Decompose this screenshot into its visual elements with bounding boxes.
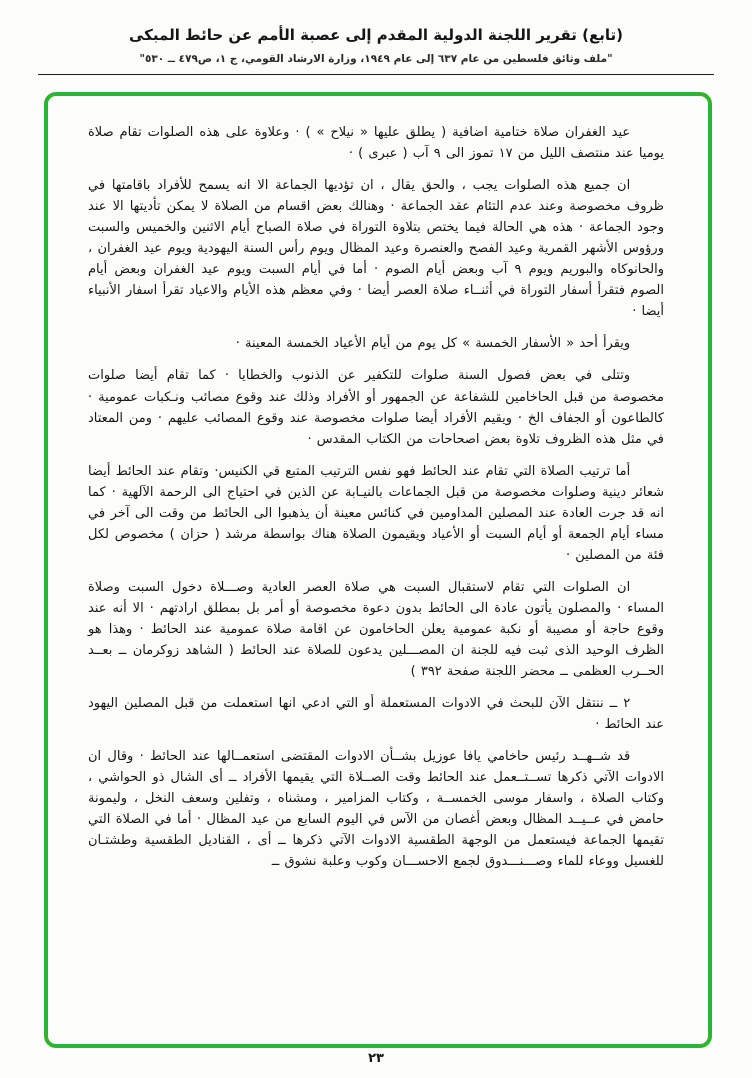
- paragraph: أما ترتيب الصلاة التي تقام عند الحائط فهو نفس الترتيب المتبع قي الكنيس· وتقام عند الحائط أيضا شعائر دينية وصلوات مخصوصة من قبل الجماعات بالنيـابة عن الذين في احتياج الى الرحمة الآلهية · كما انه قد جرت العادة عند المصلين المداومين في كنائس معينة أن يذهبوا الى الحائط من وقت الى آخر في مساء أيام الجمعة أو أيام السبت أو الأعياد ويقيمون الصلاة هناك بواسطة مرشد ( حزان ) مخصوص لكل فئة من المصلين ·: [88, 463, 664, 563]
- document-source-line: "ملف وثائق فلسطين من عام ٦٣٧ إلى عام ١٩٤٩، وزارة الارشاد القومي، ج ١، ص٤٧٩ ــ ٥٣٠": [139, 53, 613, 65]
- document-header: [0, 0, 752, 65]
- paragraph: ان جميع هذه الصلوات يجب ، والحق يقال ، ان تؤديها الجماعة الا انه يسمح للأفراد باقامتها في ظروف مخصوصة وعند عدم التئام عقد الجماعة · وهنالك بعض اقسام من الصلاة لا يمكن تأديتها الا عند وجود الجماعة · هذه هي الحالة فيما يختص بتلاوة التوراة في صلاة الصباح أيام الاثنين والخميس والسبت ورؤوس الأشهر القمرية وعيد الفصح والعنصرة وعيد المظال ويوم رأس السنة اليهودية ويوم عيد الغفران ، والحانوكاه والبوريم ويوم ٩ آب وبعض أيام الصوم · أما في أيام السبت ويوم عيد الغفران وبعض أيام الصوم فتقرأ أسفار التوراة في أثنــاء صلاة العصر أيضا · وفي معظم هذه الأيام والاعياد تقرأ اسفار الأنبياء أيضا ·: [88, 178, 664, 320]
- page-number: ٢٣: [368, 1051, 384, 1066]
- document-title: (تابع) تقرير اللجنة الدولية المقدم إلى عصبة الأمم عن حائط المبكى: [128, 26, 623, 44]
- paragraph: ٢ ــ ننتقل الآن للبحث في الادوات المستعملة أو التي ادعي انها استعملت من قبل المصلين اليهود عند الحائط ·: [88, 696, 664, 733]
- page-footer: [0, 1047, 752, 1066]
- highlight-frame: [44, 92, 712, 1048]
- paragraph: وتتلى في بعض فصول السنة صلوات للتكفير عن الذنوب والخطايا · كما تقام أيضا صلوات مخصوصة من قبل الحاخامين للشفاعة عن الجمهور أو الأفراد وذلك عند وقوع مصائب ونـكبات عمومية · كالطاعون أو الجفاف الخ · ويقيم الأفراد أيضا صلوات مخصوصة عند وقوع المصائب عليهم · ومن المعتاد في مثل هذه الظروف تلاوة بعض اصحاحات من الكتاب المقدس ·: [88, 368, 664, 447]
- body-text: [88, 122, 664, 873]
- header-divider: [38, 74, 714, 75]
- paragraph: ويقرأ أحد « الأسفار الخمسة » كل يوم من أيام الأعياد الخمسة المعينة ·: [235, 336, 631, 352]
- paragraph: عيد الغفران صلاة ختامية اضافية ( يطلق عليها « نيلاح » ) · وعلاوة على هذه الصلوات تقام صلاة يوميا عند منتصف الليل من ١٧ تموز الى ٩ آب ( عبرى ) ·: [88, 125, 664, 162]
- paragraph: قد شــهــد رئيس حاخامي يافا عوزيل بشــأن الادوات المقتضى استعمــالها عند الحائط · وقال ان الادوات الآتي ذكرها تســتــعمل عند الحائط وقت الصــلاة التي يقيمها الأفراد ــ أى الشال ذو الحواشي ، وكتاب الصلاة ، واسفار موسى الخمســة ، وكتاب المزامير ، ومشناه ، وتفلين وسعف النخل ، وليمونة حامض في عــيــد المظال وبعض أغصان من الآس في اليوم السابع من عيد المظال · أما في الصلاة التي تقيمها الجماعة فيستعمل من الوجهة الطقسية الادوات الآتي ذكرها ــ أى ، القناديل الطقسية وطشتـان للغسيل ووعاء للماء وصـــنـــدوق لجمع الاحســـان وكوب وعلبة نشوق ــ: [88, 749, 664, 870]
- paragraph: ان الصلوات التي تقام لاستقبال السبت هي صلاة العصر العادية وصـــلاة دخول السبت وصلاة المساء · والمصلون يأتون عادة الى الحائط بدون دعوة مخصوصة أو أمر بل بمطلق ارادتهم · الا أنه عند وقوع حاجة أو مصيبة أو نكبة عمومية يعلن الحاخامون عن اقامة صلاة عمومية عند الحائط · وهذا هو الظرف الوحيد الذى ثبت فيه للجنة ان المصـــلين يدعون للصلاة عند الحائط ( الشاهد زوكرمان ــ بعــد الحــرب العظمى ــ محضر اللجنة صفحة ٣٩٢ ): [88, 579, 664, 680]
